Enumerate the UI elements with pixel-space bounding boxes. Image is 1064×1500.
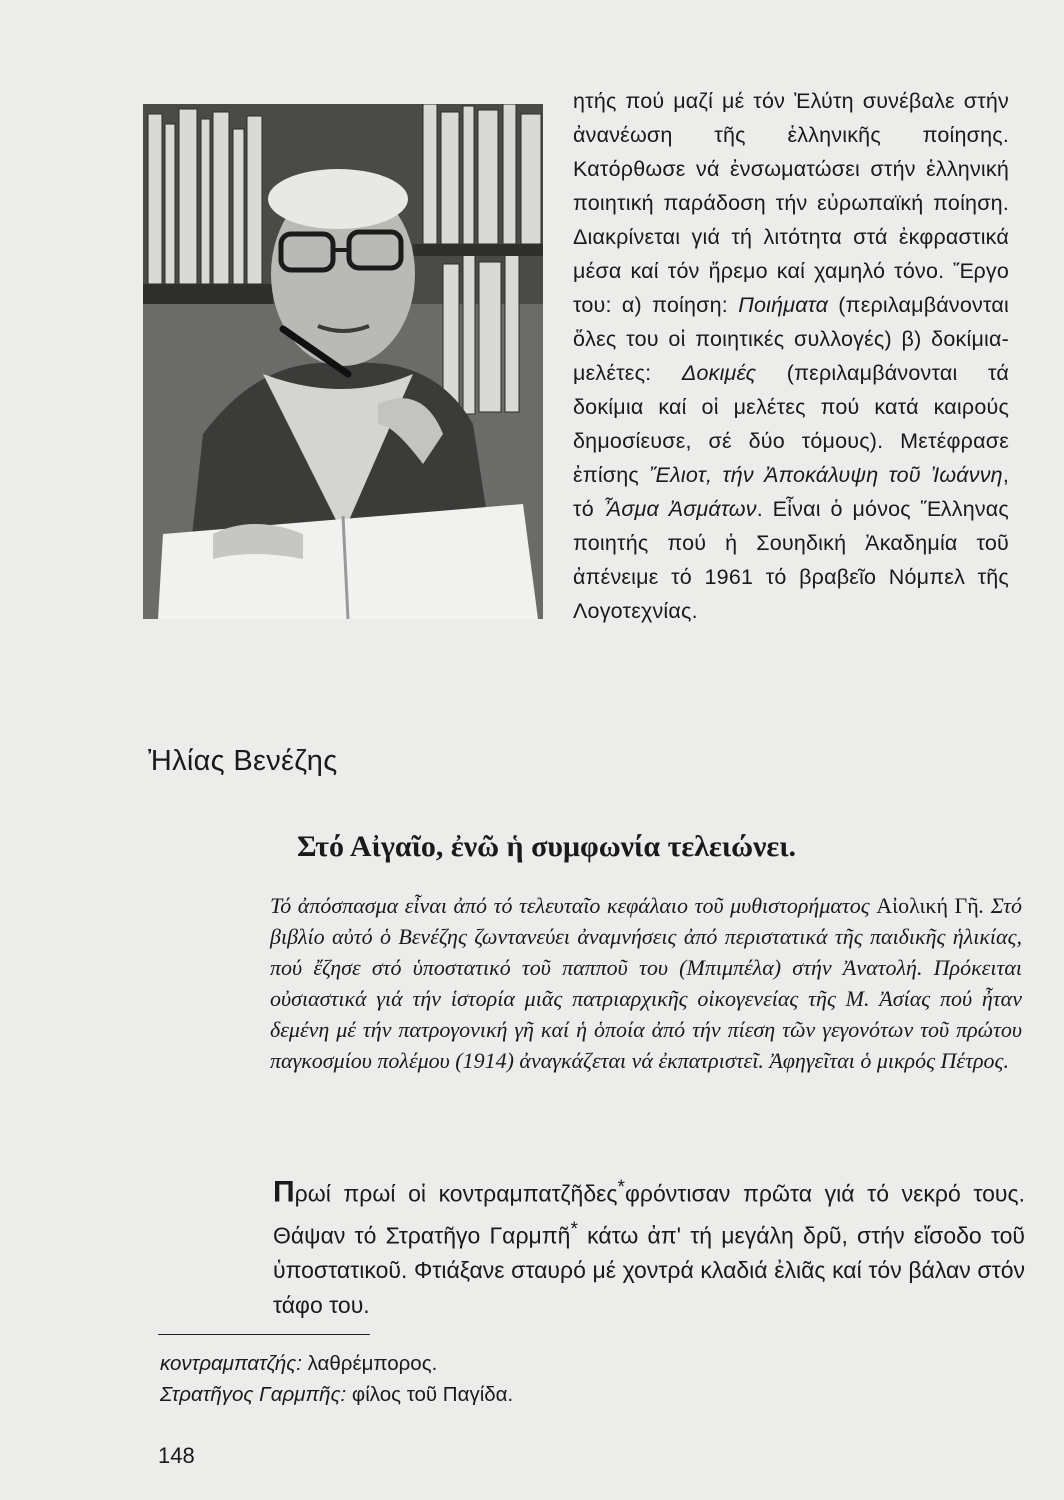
footnotes — [160, 1348, 513, 1410]
biography-text: (περιλαμβάνονται ὅλες του οἱ ποιητικές συλλογές) β) δοκίμια-μελέτες: — [573, 293, 1009, 385]
footnote-mark: * — [570, 1218, 578, 1240]
intro-text: Τό ἀπόσπασμα εἶναι ἀπό τό τελευταῖο κεφάλαιο τοῦ μυθιστορήματος — [270, 893, 877, 918]
work-title: Ἔλιοτ, τήν Ἀποκάλυψη τοῦ Ἰωάννη — [649, 463, 1003, 487]
footnote-item — [160, 1348, 513, 1379]
footnote-term: Στρατῆγος Γαρμπῆς: — [160, 1383, 347, 1406]
page-number: 148 — [158, 1443, 195, 1468]
biography-text: (περιλαμβάνονται τά δοκίμια καί οἱ μελέτες πού κατά καιρούς δημοσίευσε, σέ δύο τόμους). Μετέφρασε ἐπίσης — [573, 361, 1009, 487]
biography-text: ητής πού μαζί μέ τόν Ἐλύτη συνέβαλε στήν ἀνανέωση τῆς ἑλληνικῆς ποίησης. Κατόρθωσε νά ἐνσωματώσει στήν ἑλληνική ποιητική παράδοση τήν εὐρωπαϊκή ποίηση. Διακρίνεται γιά τή λιτότητα στά ἐκφραστικά μέσα καί τόν ἤρεμο καί χαμηλό τόνο. Ἔργο του: α) ποίηση: — [573, 89, 1009, 317]
excerpt-introduction — [270, 890, 1022, 1076]
footnote-definition: λαθρέμπορος. — [301, 1352, 438, 1375]
drop-cap: Π — [273, 1175, 295, 1209]
biography-text: , τό — [573, 463, 1009, 521]
work-title: Ποιήματα — [738, 293, 829, 317]
biography-text: . Εἶναι ὁ μόνος Ἕλληνας ποιητής πού ἡ Σουηδική Ἀκαδημία τοῦ ἀπένειμε τό 1961 τό βραβεῖο Νόμπελ τῆς Λογοτεχνίας. — [573, 497, 1009, 623]
body-text: κάτω ἀπ' τή μεγάλη δρῦ, στήν εἴσοδο τοῦ ὑποστατικοῦ. Φτιάξανε σταυρό μέ χοντρά κλαδιά ἐλιᾶς καί τόν βάλαν στόν τάφο του. — [273, 1222, 1026, 1319]
footnote-divider — [158, 1334, 370, 1335]
footnote-mark: * — [617, 1177, 625, 1198]
excerpt-body — [273, 1170, 1025, 1323]
work-title: Δοκιμές — [681, 361, 757, 385]
intro-text: . Στό βιβλίο αὐτό ὁ Βενέζης ζωντανεύει ἀναμνήσεις ἀπό περιστατικά τῆς παιδικῆς ἡλικίας, πού ἔζησε στό ὑποστατικό τοῦ παπποῦ του (Μπιμπέλα) στήν Ἀνατολή. Πρόκειται οὐσιαστικά γιά τήν ἱστορία μιᾶς πατριαρχικῆς οἰκογενείας τῆς Μ. Ἀσίας πού ἦταν δεμένη μέ τήν πατρογονική γῆ καί ἡ ὁποία ἀπό τήν πίεση τῶν γεγονότων τοῦ πρώτου παγκοσμίου πολέμου (1914) ἀναγκάζεται νά ἐκπατριστεῖ. Ἀφηγεῖται ὁ μικρός Πέτρος. — [270, 893, 1022, 1073]
book-title: Αἰολική Γῆ — [876, 893, 979, 918]
excerpt-title: Στό Αἰγαῖο, ἐνῶ ἡ συμφωνία τελειώνει. — [297, 830, 797, 863]
author-portrait-photo — [143, 104, 543, 619]
biography-paragraph — [573, 84, 1009, 628]
poet-biography — [573, 84, 1009, 628]
body-text: φρόντισαν πρῶτα γιά τό νεκρό τους. Θάψαν τό Στρατῆγο Γαρμπῆ — [273, 1180, 1025, 1249]
footnote-term: κοντραμπατζής: — [160, 1352, 302, 1375]
footnote-definition: φίλος τοῦ Παγίδα. — [346, 1383, 514, 1406]
footnote-item — [160, 1379, 513, 1410]
author-name: Ἠλίας Βενέζης — [148, 745, 338, 777]
body-text: ρωί πρωί οἱ κοντραμπατζῆδες — [294, 1180, 618, 1207]
work-title: Ἆσμα Ἀσμάτων — [603, 497, 757, 521]
